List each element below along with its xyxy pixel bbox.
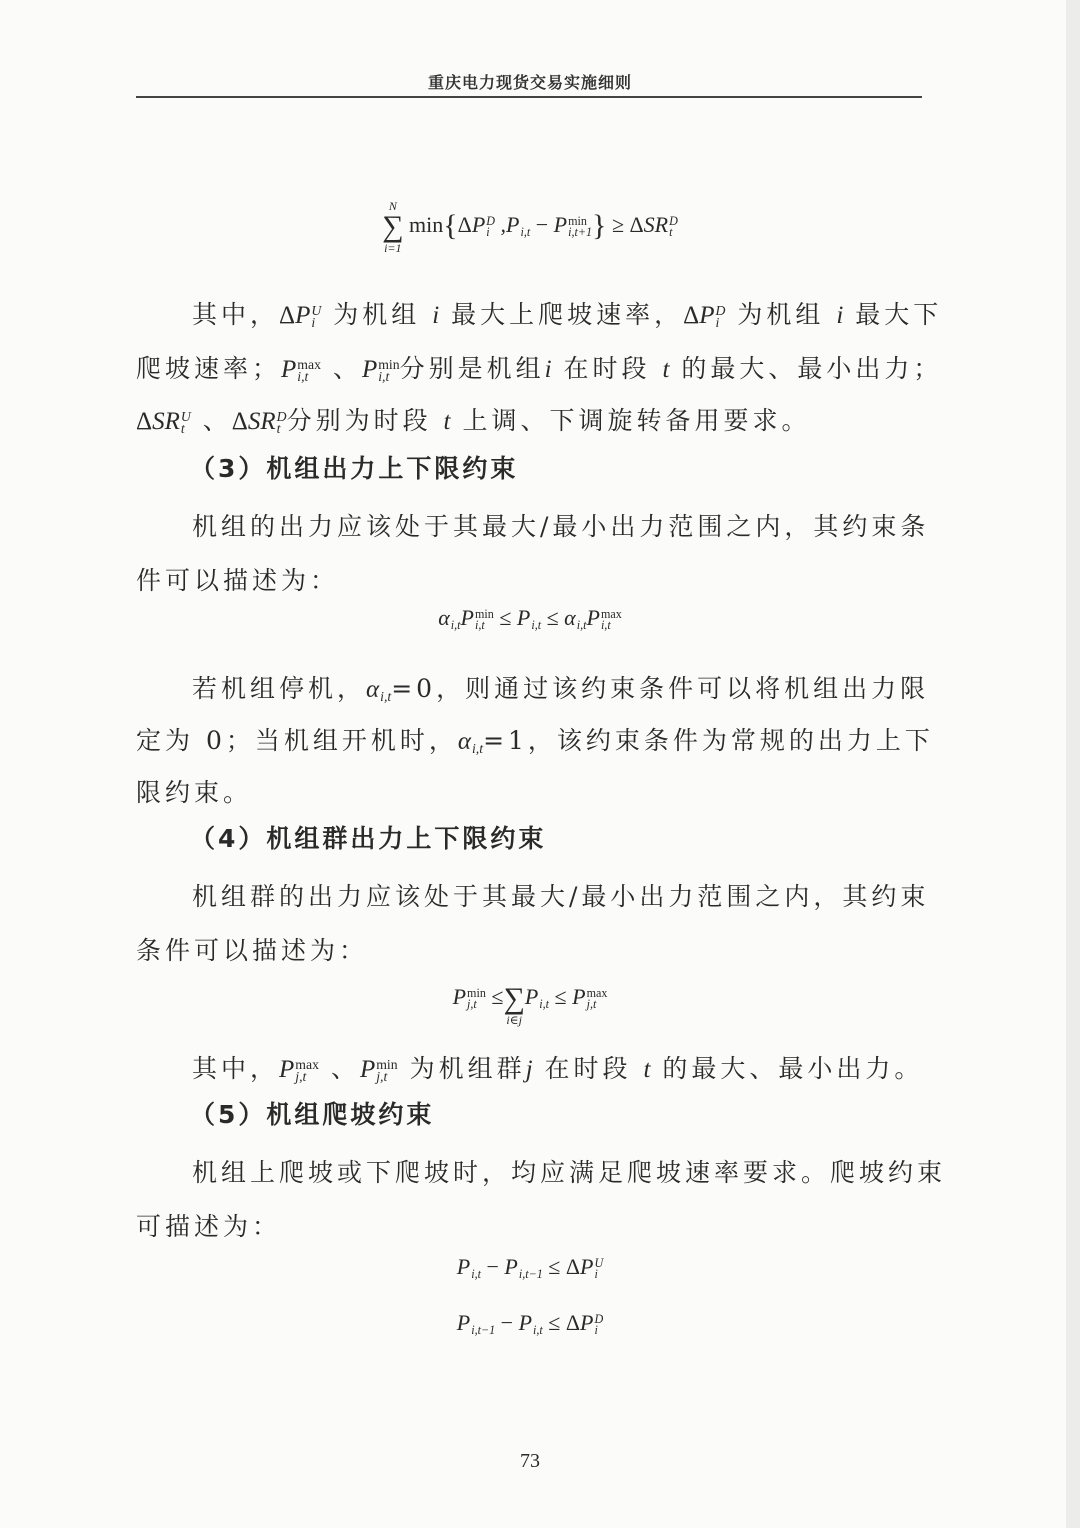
sum-symbol: ∑ [382, 210, 404, 243]
sum-lower-limit: i=1 [384, 241, 402, 255]
header-rule [136, 96, 922, 98]
page-edge-shadow [1066, 0, 1080, 1528]
section-4-heading: （4）机组群出力上下限约束 [190, 824, 547, 853]
running-header: 重庆电力现货交易实施细则 [427, 73, 632, 92]
section-3-heading: （3）机组出力上下限约束 [190, 454, 519, 483]
section-3-line-2: 件可以描述为： [136, 566, 340, 595]
paragraph-1-line-3: ΔSR U t 、ΔSR D t 分别为时段 t 上调、下调旋转备用要求。 [136, 406, 811, 437]
section-4-after-line: 其中，P max j,t 、P min j,t 为机组群j 在时段 t 的最大、最小出力。 [192, 1054, 924, 1085]
section-5-line-2: 可描述为： [136, 1212, 282, 1241]
formula-unit-output-limits: α i,t P min i,t ≤ P i,t ≤ α i,t P max i,t [438, 605, 622, 632]
formula-ramp-up: P i,t − P i,t−1 ≤ ΔP U i [456, 1254, 604, 1281]
section-3-after-line-1: 若机组停机，α i,t =0，则通过该约束条件可以将机组出力限 [192, 674, 930, 705]
formula-group-output-limits: P min j,t ≤ ∑ i∈j P i,t ≤ P max j,t [452, 982, 608, 1027]
paragraph-1-line-1: 其中，ΔP U i 为机组 i 最大上爬坡速率，ΔP D i 为机组 i 最大下 [192, 300, 943, 331]
paragraph-1-line-2: 爬坡速率；P max i,t 、P min i,t 分别是机组i 在时段 t 的最大、最小出力； [136, 354, 943, 385]
section-5-line-1: 机组上爬坡或下爬坡时，均应满足爬坡速率要求。爬坡约束 [192, 1158, 947, 1187]
formula-ramp-down: P i,t−1 − P i,t ≤ ΔP D i [456, 1310, 604, 1337]
min-operator: min [409, 212, 444, 238]
section-4-line-1: 机组群的出力应该处于其最大/最小出力范围之内，其约束 [192, 882, 930, 911]
section-5-heading: （5）机组爬坡约束 [190, 1100, 435, 1129]
formula-down-reserve: N ∑ i=1 min{ΔP D i ,P i,t − P min i,t+1 } ≥ ΔSR D t [382, 199, 678, 255]
section-3-line-1: 机组的出力应该处于其最大/最小出力范围之内，其约束条 [192, 512, 930, 541]
sum-upper-limit: N [388, 199, 397, 213]
section-3-after-line-3: 限约束。 [136, 778, 253, 807]
page-number: 73 [520, 1450, 540, 1472]
section-4-line-2: 条件可以描述为： [136, 936, 369, 965]
section-3-after-line-2: 定为 0；当机组开机时，α i,t =1，该约束条件为常规的出力上下 [136, 726, 934, 757]
